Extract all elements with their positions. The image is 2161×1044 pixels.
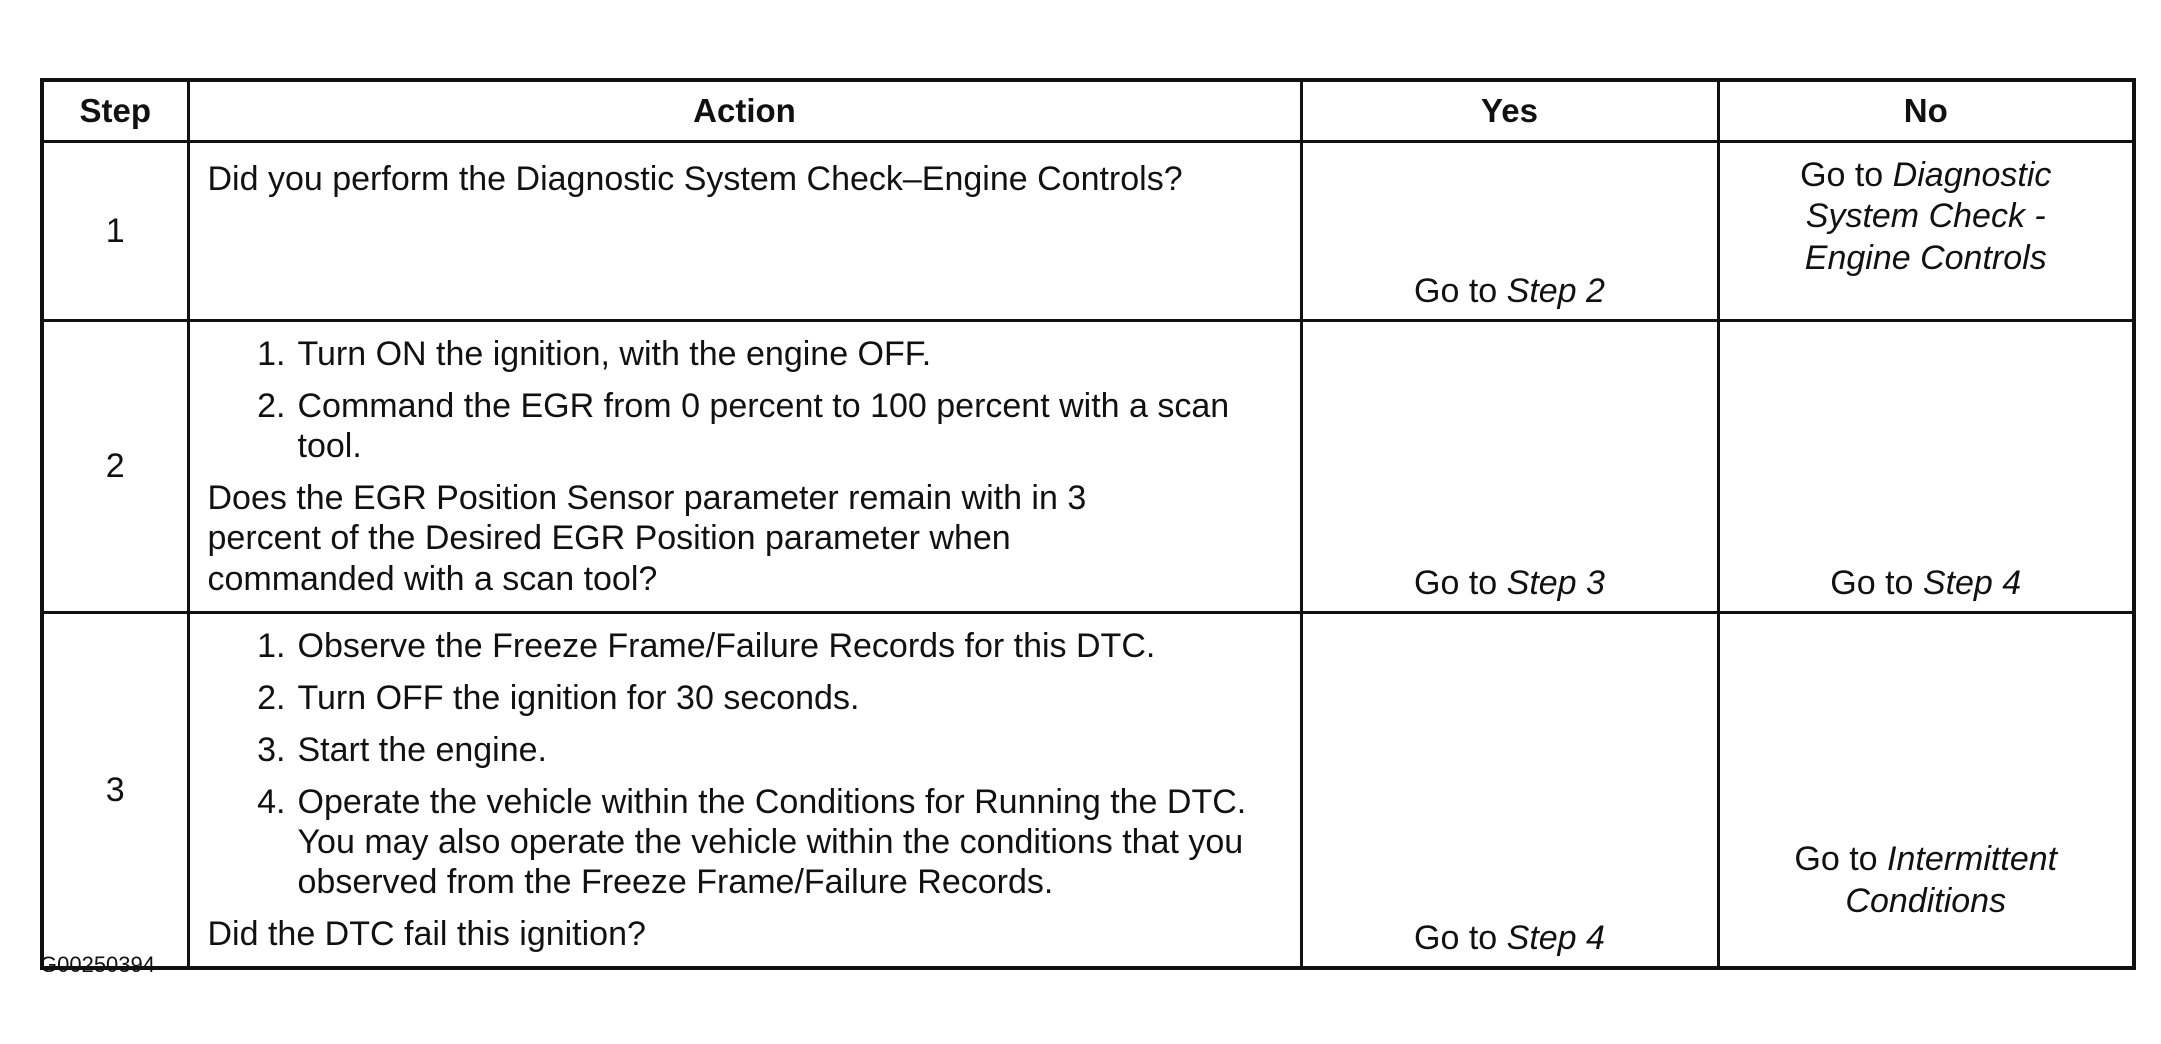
step-number: 3: [42, 612, 188, 968]
no-goto: [1794, 839, 2057, 922]
action-cell: [188, 142, 1301, 321]
step-question: Did you perform the Diagnostic System Check–Engine Controls?: [207, 160, 1183, 198]
list-item-text: Command the EGR from 0 percent to 100 percent with a scan tool.: [297, 387, 1230, 466]
list-item: [208, 678, 1282, 718]
header-no: No: [1718, 80, 2134, 142]
yes-goto-prefix: Go to: [1414, 563, 1507, 602]
yes-goto-link[interactable]: Step 2: [1506, 271, 1605, 310]
no-goto-link[interactable]: Intermittent: [1887, 840, 2058, 879]
step-question: Does the EGR Position Sensor parameter remain with in 3 percent of the Desired EGR Position parameter when commanded with a scan tool?: [207, 479, 1087, 598]
yes-goto-link[interactable]: Step 4: [1506, 919, 1605, 958]
step-number: 1: [42, 142, 188, 321]
figure-id-label: G00250394: [40, 952, 155, 977]
list-item: [208, 334, 1282, 374]
no-cell: [1718, 321, 2134, 613]
list-item-number: 1.: [257, 626, 286, 665]
no-goto-link-line3[interactable]: Engine Controls: [1804, 238, 2047, 277]
list-item: [208, 730, 1282, 770]
list-item-text: Start the engine.: [297, 730, 548, 769]
no-goto-prefix: Go to: [1794, 840, 1888, 879]
yes-goto-prefix: Go to: [1414, 271, 1507, 310]
no-goto-link[interactable]: Diagnostic: [1892, 156, 2052, 194]
list-item-number: 3.: [257, 730, 286, 769]
yes-goto-link[interactable]: Step 3: [1506, 563, 1605, 602]
yes-cell: [1301, 612, 1718, 968]
table-row-step-3: [42, 612, 2134, 968]
table-row-step-2: [42, 321, 2134, 613]
step-number: 2: [42, 321, 188, 613]
list-item-number: 2.: [257, 678, 286, 717]
table-header-row: [42, 80, 2134, 142]
no-goto-link-line2[interactable]: Conditions: [1845, 881, 2007, 920]
diagnostic-table: [40, 78, 2136, 970]
header-yes: Yes: [1301, 80, 1718, 142]
list-item-number: 4.: [257, 782, 286, 821]
action-cell: [188, 612, 1301, 968]
action-cell: [188, 321, 1301, 613]
list-item-text: Observe the Freeze Frame/Failure Records for this DTC.: [297, 626, 1156, 665]
yes-cell: [1301, 321, 1718, 613]
list-item-text: Operate the vehicle within the Conditions for Running the DTC. You may also operate the vehicle within the conditions that you observed from the Freeze Frame/Failure Records.: [297, 782, 1247, 902]
table-row-step-1: [42, 142, 2134, 321]
list-item-text: Turn ON the ignition, with the engine OFF.: [297, 335, 932, 373]
list-item-number: 2.: [257, 387, 286, 426]
no-goto-prefix: Go to: [1830, 563, 1923, 602]
list-item-number: 1.: [257, 335, 286, 373]
yes-cell: [1301, 142, 1718, 321]
list-item: [208, 782, 1282, 902]
no-cell: [1718, 142, 2134, 321]
list-item: [208, 626, 1282, 666]
list-item: [208, 386, 1282, 466]
yes-goto-prefix: Go to: [1414, 919, 1507, 958]
action-steps-list: [208, 626, 1282, 903]
no-goto-link-line2[interactable]: System Check -: [1805, 197, 2046, 236]
action-steps-list: [208, 334, 1282, 466]
no-goto-link[interactable]: Step 4: [1922, 563, 2022, 602]
no-cell: [1718, 612, 2134, 968]
step-question: Did the DTC fail this ignition?: [207, 915, 646, 954]
list-item-text: Turn OFF the ignition for 30 seconds.: [297, 678, 860, 717]
header-action: Action: [188, 80, 1301, 142]
no-goto: [1800, 155, 2051, 279]
no-goto-prefix: Go to: [1800, 156, 1893, 194]
header-step: Step: [42, 80, 188, 142]
